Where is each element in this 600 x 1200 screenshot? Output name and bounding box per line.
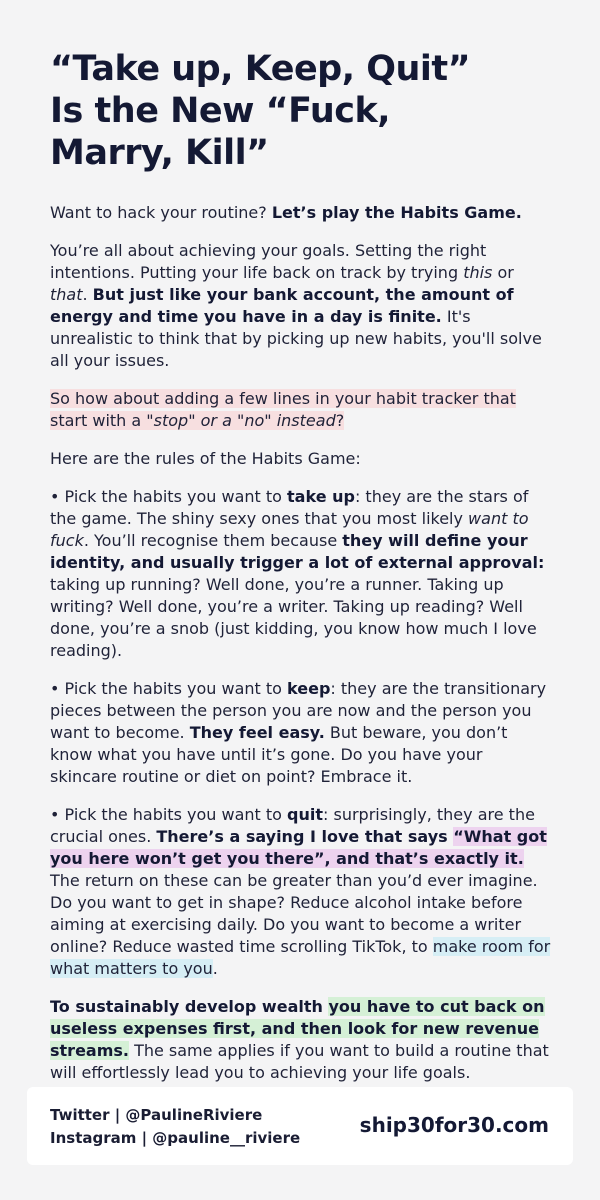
- goals-paragraph: You’re all about achieving your goals. Setting the right intentions. Putting your life back on track by trying this or that. But just like your bank account, the amount of energy and time you have in a day is finite. It's unrealistic to think that by picking up new habits, you'll solve all your issues.: [50, 241, 542, 370]
- pink-highlight: So how about adding a few lines in your habit tracker that start with a "stop" or a "no" instead?: [50, 389, 516, 430]
- stop-no-paragraph: [50, 388, 554, 432]
- green-highlight: you have to cut back on useless expenses first, and then look for new revenue streams.: [50, 997, 545, 1060]
- intro-paragraph: Want to hack your routine? Let’s play the Habits Game.: [50, 203, 522, 222]
- keep-paragraph: • Pick the habits you want to keep: they are the transitionary pieces between the person you are now and the person you want to become. They feel easy. But beware, you don’t know what you have until it’s gone. Do you have your skincare routine or diet on point? Embrace it.: [50, 679, 547, 786]
- rules-intro-paragraph: Here are the rules of the Habits Game:: [50, 449, 361, 468]
- twitter-handle[interactable]: Twitter | @PaulineRiviere: [50, 1106, 263, 1124]
- title-line-1: “Take up, Keep, Quit”: [50, 49, 471, 89]
- title-line-3: Marry, Kill”: [50, 133, 269, 173]
- site-link[interactable]: ship30for30.com: [359, 1113, 549, 1137]
- quit-paragraph: • Pick the habits you want to quit: surprisingly, they are the crucial ones. There’s a saying I love that says “What got you here won’t get you there”, and that’s exactly it. The return on these can be greater than you’d ever imagine. Do you want to get in shape? Reduce alcohol intake before aiming at exercising daily. Do you want to become a writer online? Reduce wasted time scrolling TikTok, to make room for what matters to you.: [50, 805, 551, 978]
- blue-highlight: make room for what matters to you: [50, 937, 551, 978]
- purple-highlight: “What got you here won’t get you there”, and that’s exactly it.: [50, 827, 547, 868]
- take-up-paragraph: • Pick the habits you want to take up: they are the stars of the game. The shiny sexy ones that you most likely want to fuck. You’ll recognise them because they will define your identity, and usually trigger a lot of external approval: taking up running? Well done, you’re a runner. Taking up writing? Well done, you’re a writer. Taking up reading? Well done, you’re a snob (just kidding, you know how much I love reading).: [50, 487, 545, 660]
- instagram-handle[interactable]: Instagram | @pauline__riviere: [50, 1129, 301, 1147]
- footer-card: [27, 1087, 573, 1165]
- social-handles: [50, 1104, 300, 1150]
- wealth-paragraph: To sustainably develop wealth you have to cut back on useless expenses first, and then look for new revenue streams. The same applies if you want to build a routine that will effortlessly lead you to achieving your life goals.: [50, 997, 549, 1082]
- article: [50, 48, 554, 1100]
- title-line-2: Is the New “Fuck,: [50, 91, 391, 131]
- page-title: [50, 48, 554, 174]
